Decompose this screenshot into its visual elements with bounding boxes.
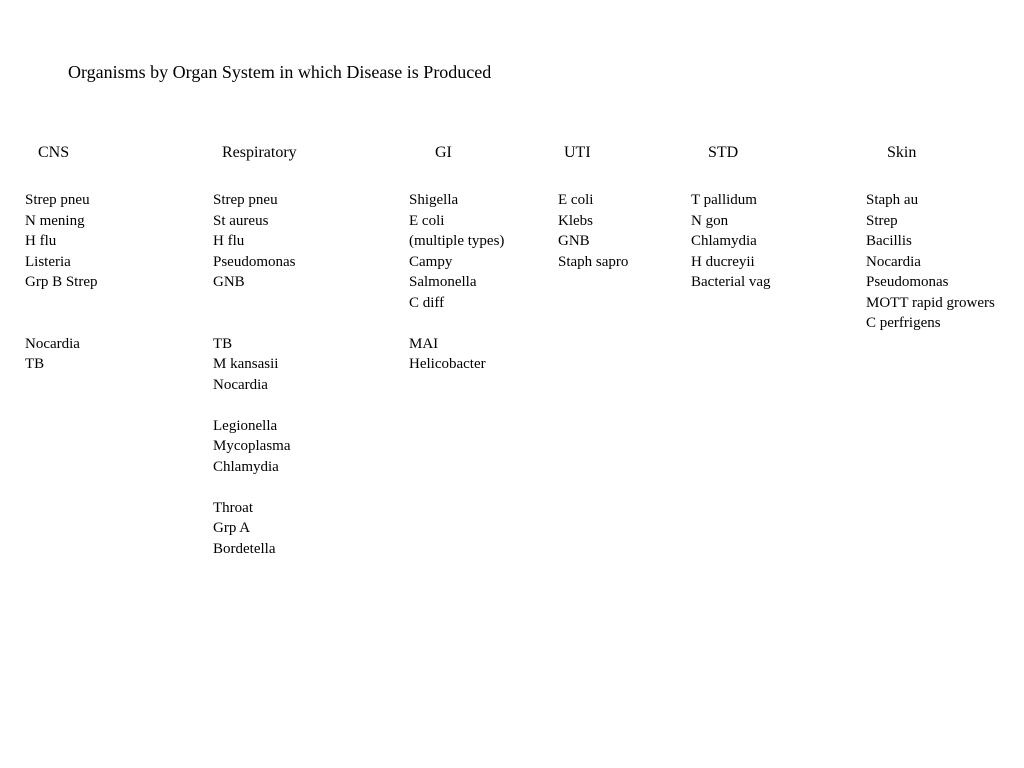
organism-item: MAI: [409, 335, 439, 352]
spacer-line: [213, 293, 296, 314]
spacer-line: [25, 313, 98, 334]
organism-item: Listeria: [25, 253, 71, 270]
column-header-gi: GI: [435, 144, 452, 161]
organism-item: Chlamydia: [213, 458, 279, 475]
organism-item: H flu: [213, 233, 245, 249]
organism-item: (multiple types): [409, 233, 505, 249]
organism-item: Nocardia: [213, 376, 268, 393]
organism-item: T pallidum: [691, 192, 757, 208]
organism-item: GNB: [558, 233, 590, 249]
column-list-gi: [409, 190, 504, 375]
column-header-respiratory: Respiratory: [222, 144, 297, 161]
column-list-respiratory: [213, 190, 296, 559]
organism-item: Pseudomonas: [213, 253, 296, 270]
organism-item: Nocardia: [25, 335, 80, 352]
organism-item: Strep pneu: [25, 192, 90, 208]
organism-item: Throat: [213, 499, 253, 516]
column-list-cns: [25, 190, 98, 375]
organism-item: H ducreyii: [691, 253, 755, 270]
column-header-skin: Skin: [887, 144, 917, 161]
organism-item: Campy: [409, 253, 453, 270]
organism-item: GNB: [213, 274, 245, 290]
column-list-skin: [866, 190, 995, 334]
column-header-std: STD: [708, 144, 739, 161]
organism-item: MOTT rapid growers: [866, 294, 995, 311]
organism-item: C perfrigens: [866, 315, 941, 331]
organism-item: Helicobacter: [409, 356, 486, 372]
organism-item: H flu: [25, 233, 57, 249]
organism-item: Bacillis: [866, 233, 912, 249]
organism-item: E coli: [558, 192, 594, 208]
spacer-line: [213, 477, 296, 498]
spacer-line: [25, 293, 98, 314]
spacer-line: [213, 313, 296, 334]
organism-item: Salmonella: [409, 274, 477, 290]
organism-item: N gon: [691, 212, 729, 229]
organism-item: TB: [213, 335, 233, 352]
organism-item: Chlamydia: [691, 233, 757, 249]
organism-item: M kansasii: [213, 356, 279, 372]
spacer-line: [213, 395, 296, 416]
organism-item: Klebs: [558, 212, 593, 229]
organism-item: Staph au: [866, 192, 919, 208]
organism-item: E coli: [409, 212, 445, 229]
organism-item: Strep: [866, 212, 898, 229]
organism-item: N mening: [25, 212, 85, 229]
organism-item: Shigella: [409, 192, 459, 208]
column-list-uti: [558, 190, 628, 272]
organism-item: Pseudomonas: [866, 274, 949, 290]
organism-item: Nocardia: [866, 253, 921, 270]
organism-item: C diff: [409, 294, 445, 311]
organism-item: Legionella: [213, 417, 278, 434]
column-list-std: [691, 190, 771, 293]
organism-item: Grp B Strep: [25, 274, 98, 290]
column-header-cns: CNS: [38, 144, 70, 161]
organism-item: Strep pneu: [213, 192, 278, 208]
organism-item: TB: [25, 356, 45, 372]
organism-item: Bacterial vag: [691, 274, 771, 290]
organism-item: Mycoplasma: [213, 438, 291, 454]
organism-item: St aureus: [213, 212, 269, 229]
organism-item: Bordetella: [213, 540, 276, 557]
organism-item: Grp A: [213, 520, 251, 536]
page-title: Organisms by Organ System in which Disease is Produced: [68, 62, 492, 82]
spacer-line: [409, 313, 504, 334]
column-header-uti: UTI: [564, 144, 591, 161]
organism-item: Staph sapro: [558, 253, 629, 270]
